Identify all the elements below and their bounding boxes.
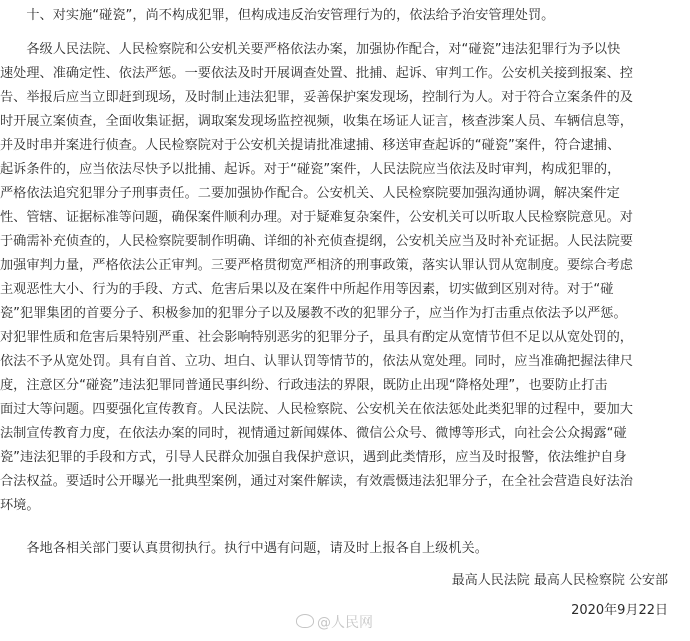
watermark <box>296 612 373 632</box>
text-line: 并及时串并案进行侦查。人民检察院对于公安机关提请批准逮捕、移送审查起诉的“碰瓷”案件，符合逮捕、 <box>0 138 621 153</box>
text-line: 告、举报后应当立即赶到现场，及时制止违法犯罪，妥善保护案发现场，控制行为人。对于符合立案条件的及 <box>0 90 633 105</box>
issue-date: 2020年9月22日 <box>571 603 668 618</box>
text-line: 严格依法追究犯罪分子刑事责任。二要加强协作配合。公安机关、人民检察院要加强沟通协调，解决案件定 <box>0 186 620 201</box>
watermark-text: @人民网 <box>317 615 373 631</box>
text-line: 瓷”犯罪集团的首要分子、积极参加的犯罪分子以及屡教不改的犯罪分子，应当作为打击重点依法予以严惩。 <box>0 306 627 321</box>
issuing-authorities: 最高人民法院 最高人民检察院 公安部 <box>451 573 668 588</box>
paragraph-article-ten <box>0 4 690 28</box>
text-line: 主观恶性大小、行为的手段、方式、危害后果以及在案件中所起作用等因素，切实做到区别对待。对于“碰 <box>0 282 614 297</box>
paragraph-enforcement-requirements <box>0 38 690 518</box>
text-line: 环境。 <box>0 498 40 513</box>
text-line: 速处理、准确定性、依法严惩。一要依法及时开展调查处置、批捕、起诉、审判工作。公安机关接到报案、控 <box>0 66 633 81</box>
text-line: 时开展立案侦查，全面收集证据，调取案发现场监控视频，收集在场证人证言，核查涉案人员、车辆信息等， <box>0 114 633 129</box>
text-line: 对犯罪性质和危害后果特别严重、社会影响特别恶劣的犯罪分子，虽具有酌定从宽情节但不足以从宽处罚的， <box>0 330 633 345</box>
text-line: 于确需补充侦查的，人民检察院要制作明确、详细的补充侦查提纲，公安机关应当及时补充证据。人民法院要 <box>0 234 633 249</box>
paragraph-closing-instruction <box>0 537 690 561</box>
text-line: 度，注意区分“碰瓷”违法犯罪同普通民事纠纷、行政违法的界限，既防止出现“降格处理”，也要防止打击 <box>0 378 608 393</box>
text-line: 瓷”违法犯罪的手段和方式，引导人民群众加强自我保护意识，遇到此类情形，应当及时报警，依法维护自身 <box>0 450 627 465</box>
text-line: 各地各相关部门要认真贯彻执行。执行中遇有问题，请及时上报各自上级机关。 <box>0 541 488 556</box>
text-line: 各级人民法院、人民检察院和公安机关要严格依法办案，加强协作配合，对“碰瓷”违法犯罪行为予以快 <box>0 42 621 57</box>
text-line: 起诉条件的，应当依法尽快予以批捕、起诉。对于“碰瓷”案件，人民法院应当依法及时审判，构成犯罪的， <box>0 162 621 177</box>
text-line: 性、管辖、证据标准等问题，确保案件顺利办理。对于疑难复杂案件，公安机关可以听取人民检察院意见。对 <box>0 210 633 225</box>
weibo-logo-icon <box>296 614 314 628</box>
text-line: 合法权益。要适时公开曝光一批典型案例，通过对案件解读，有效震慑违法犯罪分子，在全社会营造良好法治 <box>0 474 633 489</box>
text-line: 法制宣传教育力度，在依法办案的同时，视情通过新闻媒体、微信公众号、微博等形式，向社会公众揭露“碰 <box>0 426 627 441</box>
text-line: 加强审判力量，严格依法公正审判。三要严格贯彻宽严相济的刑事政策，落实认罪认罚从宽制度。要综合考虑 <box>0 258 633 273</box>
text-line: 面过大等问题。四要强化宣传教育。人民法院、人民检察院、公安机关在依法惩处此类犯罪的过程中，要加大 <box>0 402 633 417</box>
text-line: 十、对实施“碰瓷”，尚不构成犯罪，但构成违反治安管理行为的，依法给予治安管理处罚。 <box>0 8 555 23</box>
text-line: 依法不予从宽处罚。具有自首、立功、坦白、认罪认罚等情节的，依法从宽处理。同时，应当准确把握法律尺 <box>0 354 633 369</box>
